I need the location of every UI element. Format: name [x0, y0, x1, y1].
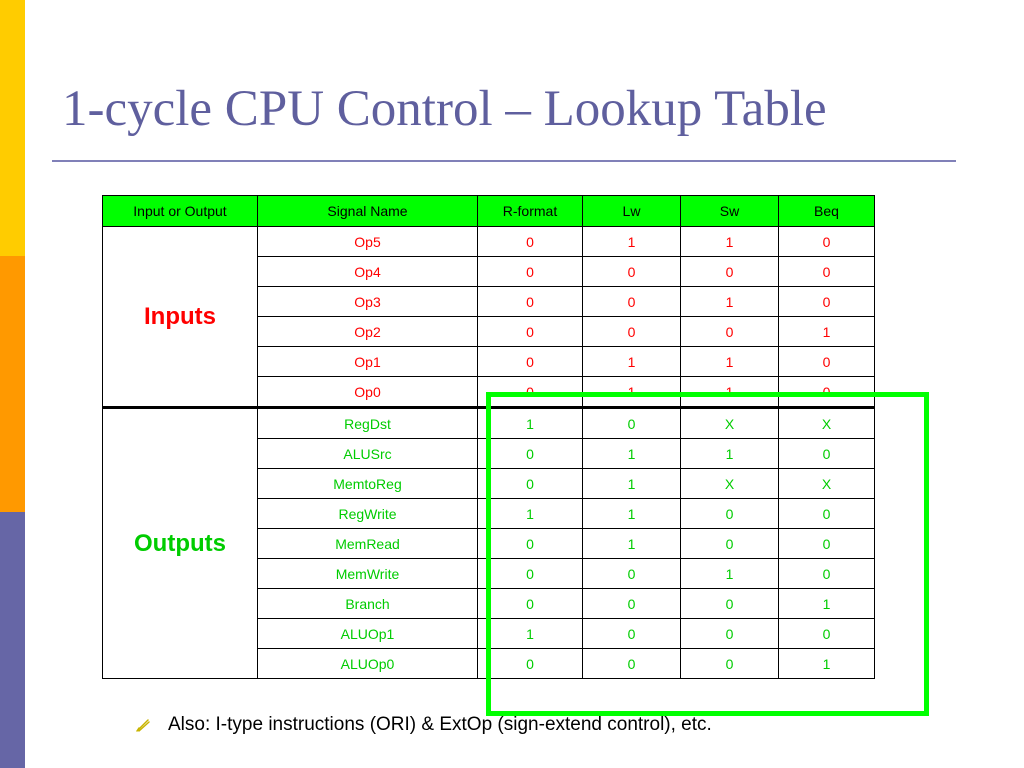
header-cell: Input or Output [103, 196, 258, 227]
header-cell: Signal Name [258, 196, 478, 227]
value-cell: 1 [779, 589, 875, 619]
table-row [103, 408, 875, 439]
signal-name-cell: RegDst [258, 408, 478, 439]
value-cell: 0 [779, 377, 875, 408]
value-cell: 1 [583, 377, 681, 408]
sidebar-yellow-block [0, 0, 25, 256]
signal-name-cell: Op5 [258, 227, 478, 257]
signal-name-cell: Op1 [258, 347, 478, 377]
value-cell: 1 [478, 619, 583, 649]
value-cell: 0 [478, 529, 583, 559]
value-cell: 0 [779, 227, 875, 257]
value-cell: X [681, 408, 779, 439]
value-cell: 1 [583, 227, 681, 257]
value-cell: 0 [779, 529, 875, 559]
signal-name-cell: ALUOp0 [258, 649, 478, 679]
table-header-row [103, 196, 875, 227]
value-cell: 0 [583, 619, 681, 649]
signal-name-cell: Op3 [258, 287, 478, 317]
value-cell: 0 [478, 257, 583, 287]
signal-name-cell: MemtoReg [258, 469, 478, 499]
value-cell: 0 [478, 439, 583, 469]
header-cell: Sw [681, 196, 779, 227]
inputs-group-label: Inputs [103, 227, 258, 408]
value-cell: 1 [478, 408, 583, 439]
value-cell: 0 [779, 499, 875, 529]
value-cell: 0 [681, 619, 779, 649]
value-cell: X [779, 408, 875, 439]
value-cell: 0 [681, 589, 779, 619]
control-lookup-table [102, 195, 875, 679]
signal-name-cell: Op4 [258, 257, 478, 287]
value-cell: 0 [779, 559, 875, 589]
outputs-group-label: Outputs [103, 408, 258, 679]
value-cell: 0 [779, 287, 875, 317]
table-body [103, 227, 875, 679]
header-cell: R-format [478, 196, 583, 227]
signal-name-cell: MemWrite [258, 559, 478, 589]
value-cell: 0 [583, 317, 681, 347]
header-cell: Lw [583, 196, 681, 227]
value-cell: 1 [583, 439, 681, 469]
value-cell: 0 [681, 317, 779, 347]
signal-name-cell: Op0 [258, 377, 478, 408]
value-cell: 0 [478, 347, 583, 377]
signal-name-cell: RegWrite [258, 499, 478, 529]
value-cell: 1 [779, 649, 875, 679]
value-cell: 0 [779, 347, 875, 377]
value-cell: 1 [681, 227, 779, 257]
value-cell: 1 [583, 347, 681, 377]
value-cell: 0 [681, 649, 779, 679]
signal-name-cell: Branch [258, 589, 478, 619]
note-text: Also: I-type instructions (ORI) & ExtOp (sign-extend control), etc. [168, 714, 712, 735]
value-cell: 1 [478, 499, 583, 529]
value-cell: 1 [583, 529, 681, 559]
value-cell: 0 [478, 559, 583, 589]
title-divider [52, 160, 956, 162]
signal-name-cell: Op2 [258, 317, 478, 347]
value-cell: 0 [583, 257, 681, 287]
value-cell: 1 [779, 317, 875, 347]
value-cell: 1 [583, 499, 681, 529]
value-cell: 0 [478, 589, 583, 619]
value-cell: 0 [478, 227, 583, 257]
value-cell: 1 [681, 559, 779, 589]
value-cell: 0 [681, 529, 779, 559]
header-cell: Beq [779, 196, 875, 227]
value-cell: X [779, 469, 875, 499]
value-cell: 1 [681, 377, 779, 408]
value-cell: X [681, 469, 779, 499]
value-cell: 0 [478, 649, 583, 679]
value-cell: 0 [779, 257, 875, 287]
value-cell: 0 [583, 559, 681, 589]
value-cell: 0 [583, 287, 681, 317]
pen-bullet-icon [136, 718, 150, 732]
value-cell: 0 [583, 589, 681, 619]
signal-name-cell: ALUOp1 [258, 619, 478, 649]
value-cell: 0 [583, 649, 681, 679]
value-cell: 0 [583, 408, 681, 439]
value-cell: 0 [478, 317, 583, 347]
sidebar-orange-block [0, 256, 25, 512]
value-cell: 1 [681, 439, 779, 469]
value-cell: 0 [478, 377, 583, 408]
value-cell: 0 [779, 439, 875, 469]
signal-name-cell: MemRead [258, 529, 478, 559]
value-cell: 1 [583, 469, 681, 499]
sidebar-purple-block [0, 512, 25, 768]
table-row [103, 227, 875, 257]
slide-title: 1-cycle CPU Control – Lookup Table [62, 81, 827, 137]
value-cell: 0 [478, 469, 583, 499]
signal-name-cell: ALUSrc [258, 439, 478, 469]
value-cell: 1 [681, 287, 779, 317]
value-cell: 0 [681, 499, 779, 529]
note-line [136, 712, 712, 738]
value-cell: 0 [681, 257, 779, 287]
value-cell: 1 [681, 347, 779, 377]
value-cell: 0 [478, 287, 583, 317]
sidebar-stripe [0, 0, 25, 768]
value-cell: 0 [779, 619, 875, 649]
